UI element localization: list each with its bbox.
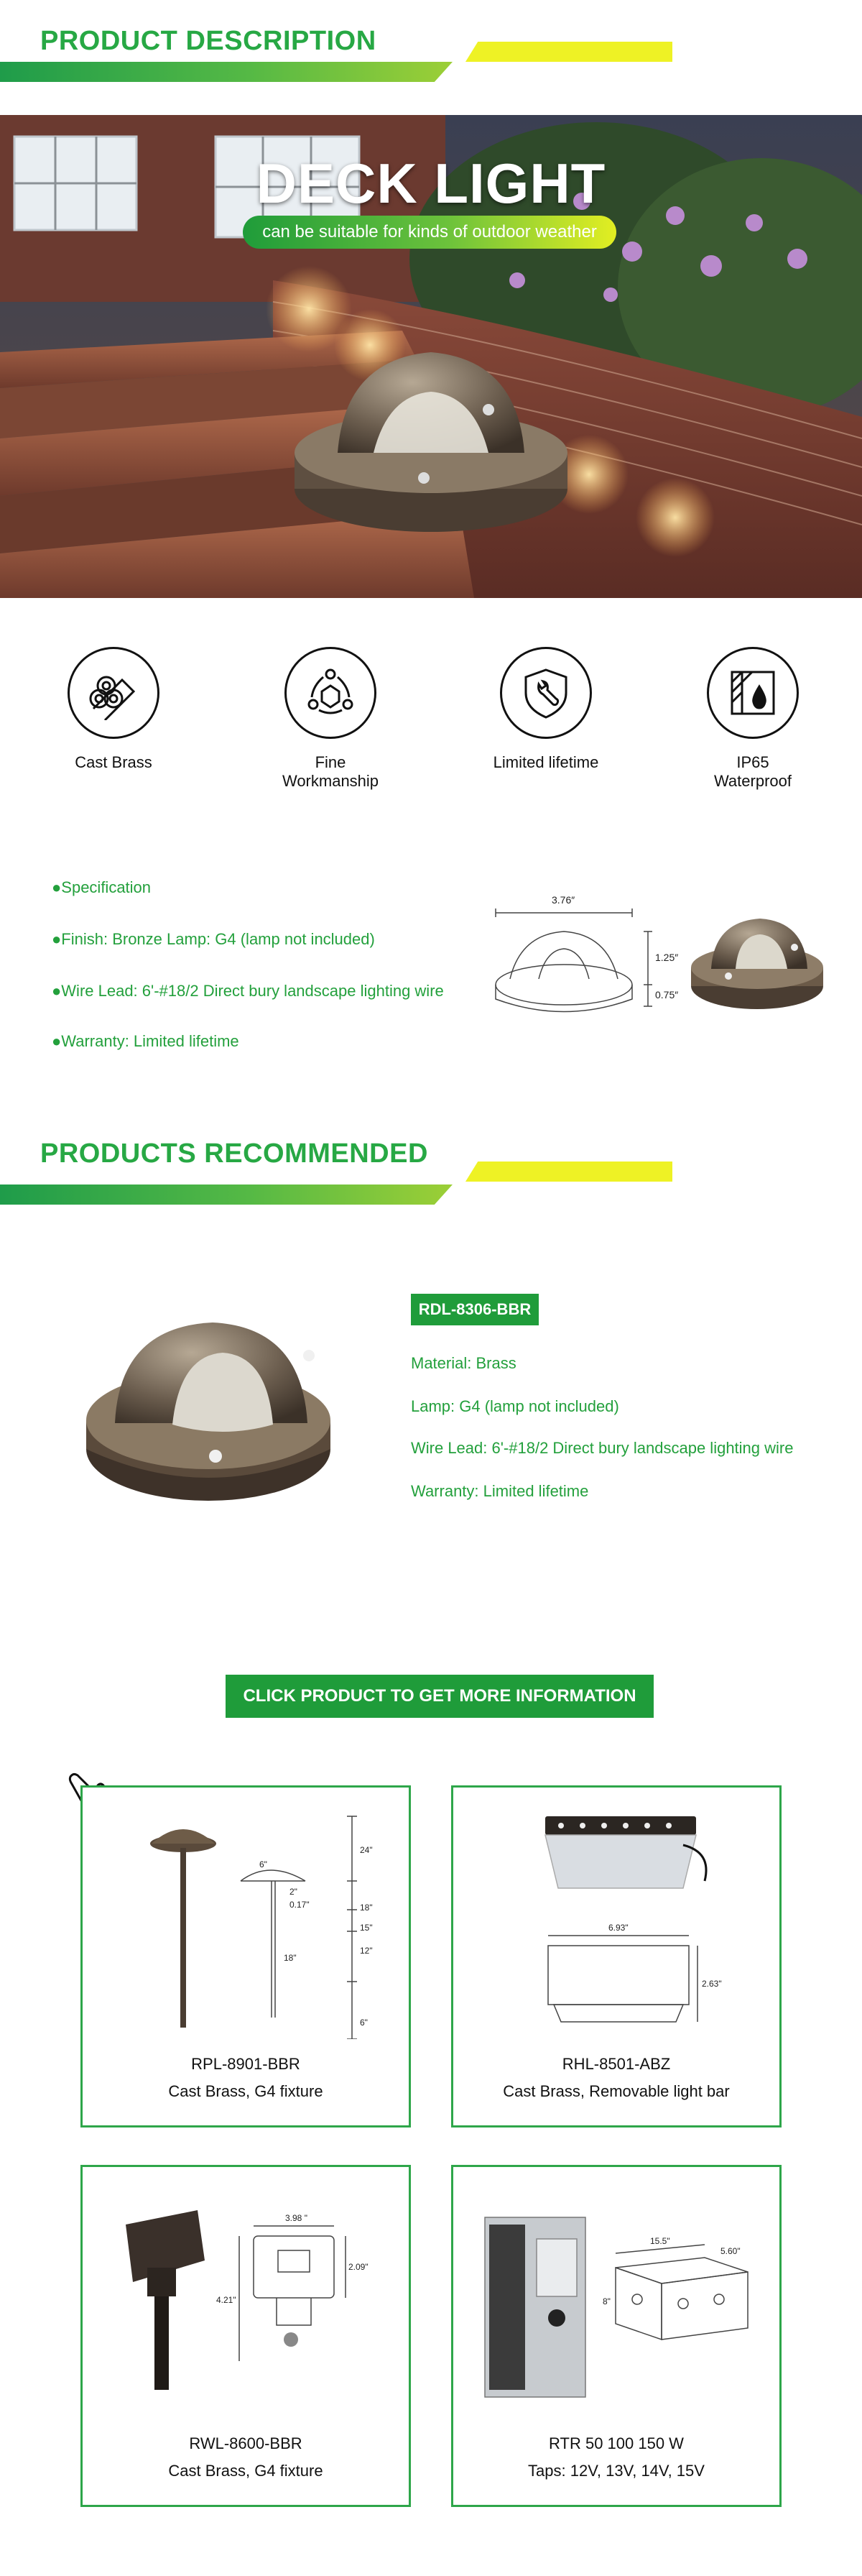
product-photo-small <box>685 907 829 1015</box>
dim-label: 3.98 " <box>285 2213 307 2223</box>
feature-workmanship <box>259 647 402 791</box>
dim-label: 18" <box>360 1903 373 1913</box>
product-card-rpl-8901-bbr[interactable] <box>80 1785 411 2128</box>
dim-label: 12" <box>360 1946 373 1956</box>
product-name: RHL-8501-ABZ <box>562 2055 671 2073</box>
product-name: RWL-8600-BBR <box>189 2434 302 2452</box>
dim-height-base-label: 0.75″ <box>655 989 679 1000</box>
feature-label: Limited lifetime <box>493 753 599 771</box>
title-band-yellow <box>465 42 672 62</box>
dim-label: 15.5" <box>650 2236 670 2246</box>
product-description: Cast Brass, G4 fixture <box>168 2082 323 2100</box>
recommended-product-image <box>79 1312 338 1506</box>
hero-banner <box>0 115 862 598</box>
recommended-lamp: Lamp: G4 (lamp not included) <box>411 1397 619 1415</box>
dim-label: 2.09" <box>348 2262 369 2272</box>
feature-limited-lifetime <box>474 647 618 772</box>
dim-label: 8" <box>603 2296 611 2306</box>
dim-label: 18" <box>284 1953 297 1963</box>
dimension-drawing <box>488 894 690 1021</box>
recommended-warranty: Warranty: Limited lifetime <box>411 1482 589 1500</box>
dim-label: 6" <box>360 2018 368 2028</box>
recommended-material: Material: Brass <box>411 1354 516 1372</box>
product-description: Cast Brass, G4 fixture <box>168 2462 323 2480</box>
dim-label: 0.17" <box>289 1900 310 1910</box>
more-information-button[interactable]: CLICK PRODUCT TO GET MORE INFORMATION <box>226 1675 654 1718</box>
title-band-green <box>0 62 453 82</box>
product-card-rtr-transformer[interactable] <box>451 2165 782 2507</box>
recommended-wire-lead: Wire Lead: 6'-#18/2 Direct bury landscape lighting wire <box>411 1439 794 1457</box>
waterproof-icon <box>707 647 799 739</box>
section-title-recommended: PRODUCTS RECOMMENDED <box>40 1138 428 1169</box>
product-image <box>468 1802 765 2039</box>
product-card-rwl-8600-bbr[interactable] <box>80 2165 411 2507</box>
product-image <box>97 2181 394 2419</box>
spec-finish: ●Finish: Bronze Lamp: G4 (lamp not included) <box>52 930 375 948</box>
recommended-model-badge: RDL-8306-BBR <box>411 1294 539 1325</box>
dim-label: 15" <box>360 1923 373 1933</box>
dim-label: 6.93" <box>608 1923 629 1933</box>
dim-width-label: 3.76″ <box>552 894 575 906</box>
feature-label: Cast Brass <box>75 753 152 771</box>
product-name: RPL-8901-BBR <box>191 2055 300 2073</box>
dim-label: 24" <box>360 1845 373 1855</box>
feature-cast-brass <box>42 647 185 772</box>
feature-label: Fine Workmanship <box>282 753 379 790</box>
spec-heading: ●Specification <box>52 878 152 896</box>
dim-label: 6" <box>259 1859 267 1869</box>
product-description: Cast Brass, Removable light bar <box>503 2082 730 2100</box>
product-card-rhl-8501-abz[interactable] <box>451 1785 782 2128</box>
dim-label: 2" <box>289 1887 297 1897</box>
spec-wire-lead: ●Wire Lead: 6'-#18/2 Direct bury landscape lighting wire <box>52 982 444 1000</box>
product-image <box>97 1802 394 2039</box>
dim-height-top-label: 1.25″ <box>655 952 679 963</box>
dim-label: 5.60" <box>720 2246 741 2256</box>
hero-title: DECK LIGHT <box>256 152 606 215</box>
title-band-green <box>0 1184 453 1205</box>
hero-subtitle: can be suitable for kinds of outdoor weather <box>243 216 616 249</box>
section-title-description: PRODUCT DESCRIPTION <box>40 26 376 56</box>
feature-waterproof <box>681 647 825 791</box>
product-description: Taps: 12V, 13V, 14V, 15V <box>528 2462 705 2480</box>
dim-label: 4.21" <box>216 2295 236 2305</box>
dim-label: 2.63" <box>702 1979 722 1989</box>
feature-label: IP65 Waterproof <box>713 753 792 790</box>
workmanship-icon <box>284 647 376 739</box>
cast-brass-icon <box>68 647 159 739</box>
spec-warranty: ●Warranty: Limited lifetime <box>52 1032 239 1050</box>
product-name: RTR 50 100 150 W <box>549 2434 684 2452</box>
product-image <box>468 2181 765 2419</box>
title-band-yellow <box>465 1162 672 1182</box>
shield-wrench-icon <box>500 647 592 739</box>
